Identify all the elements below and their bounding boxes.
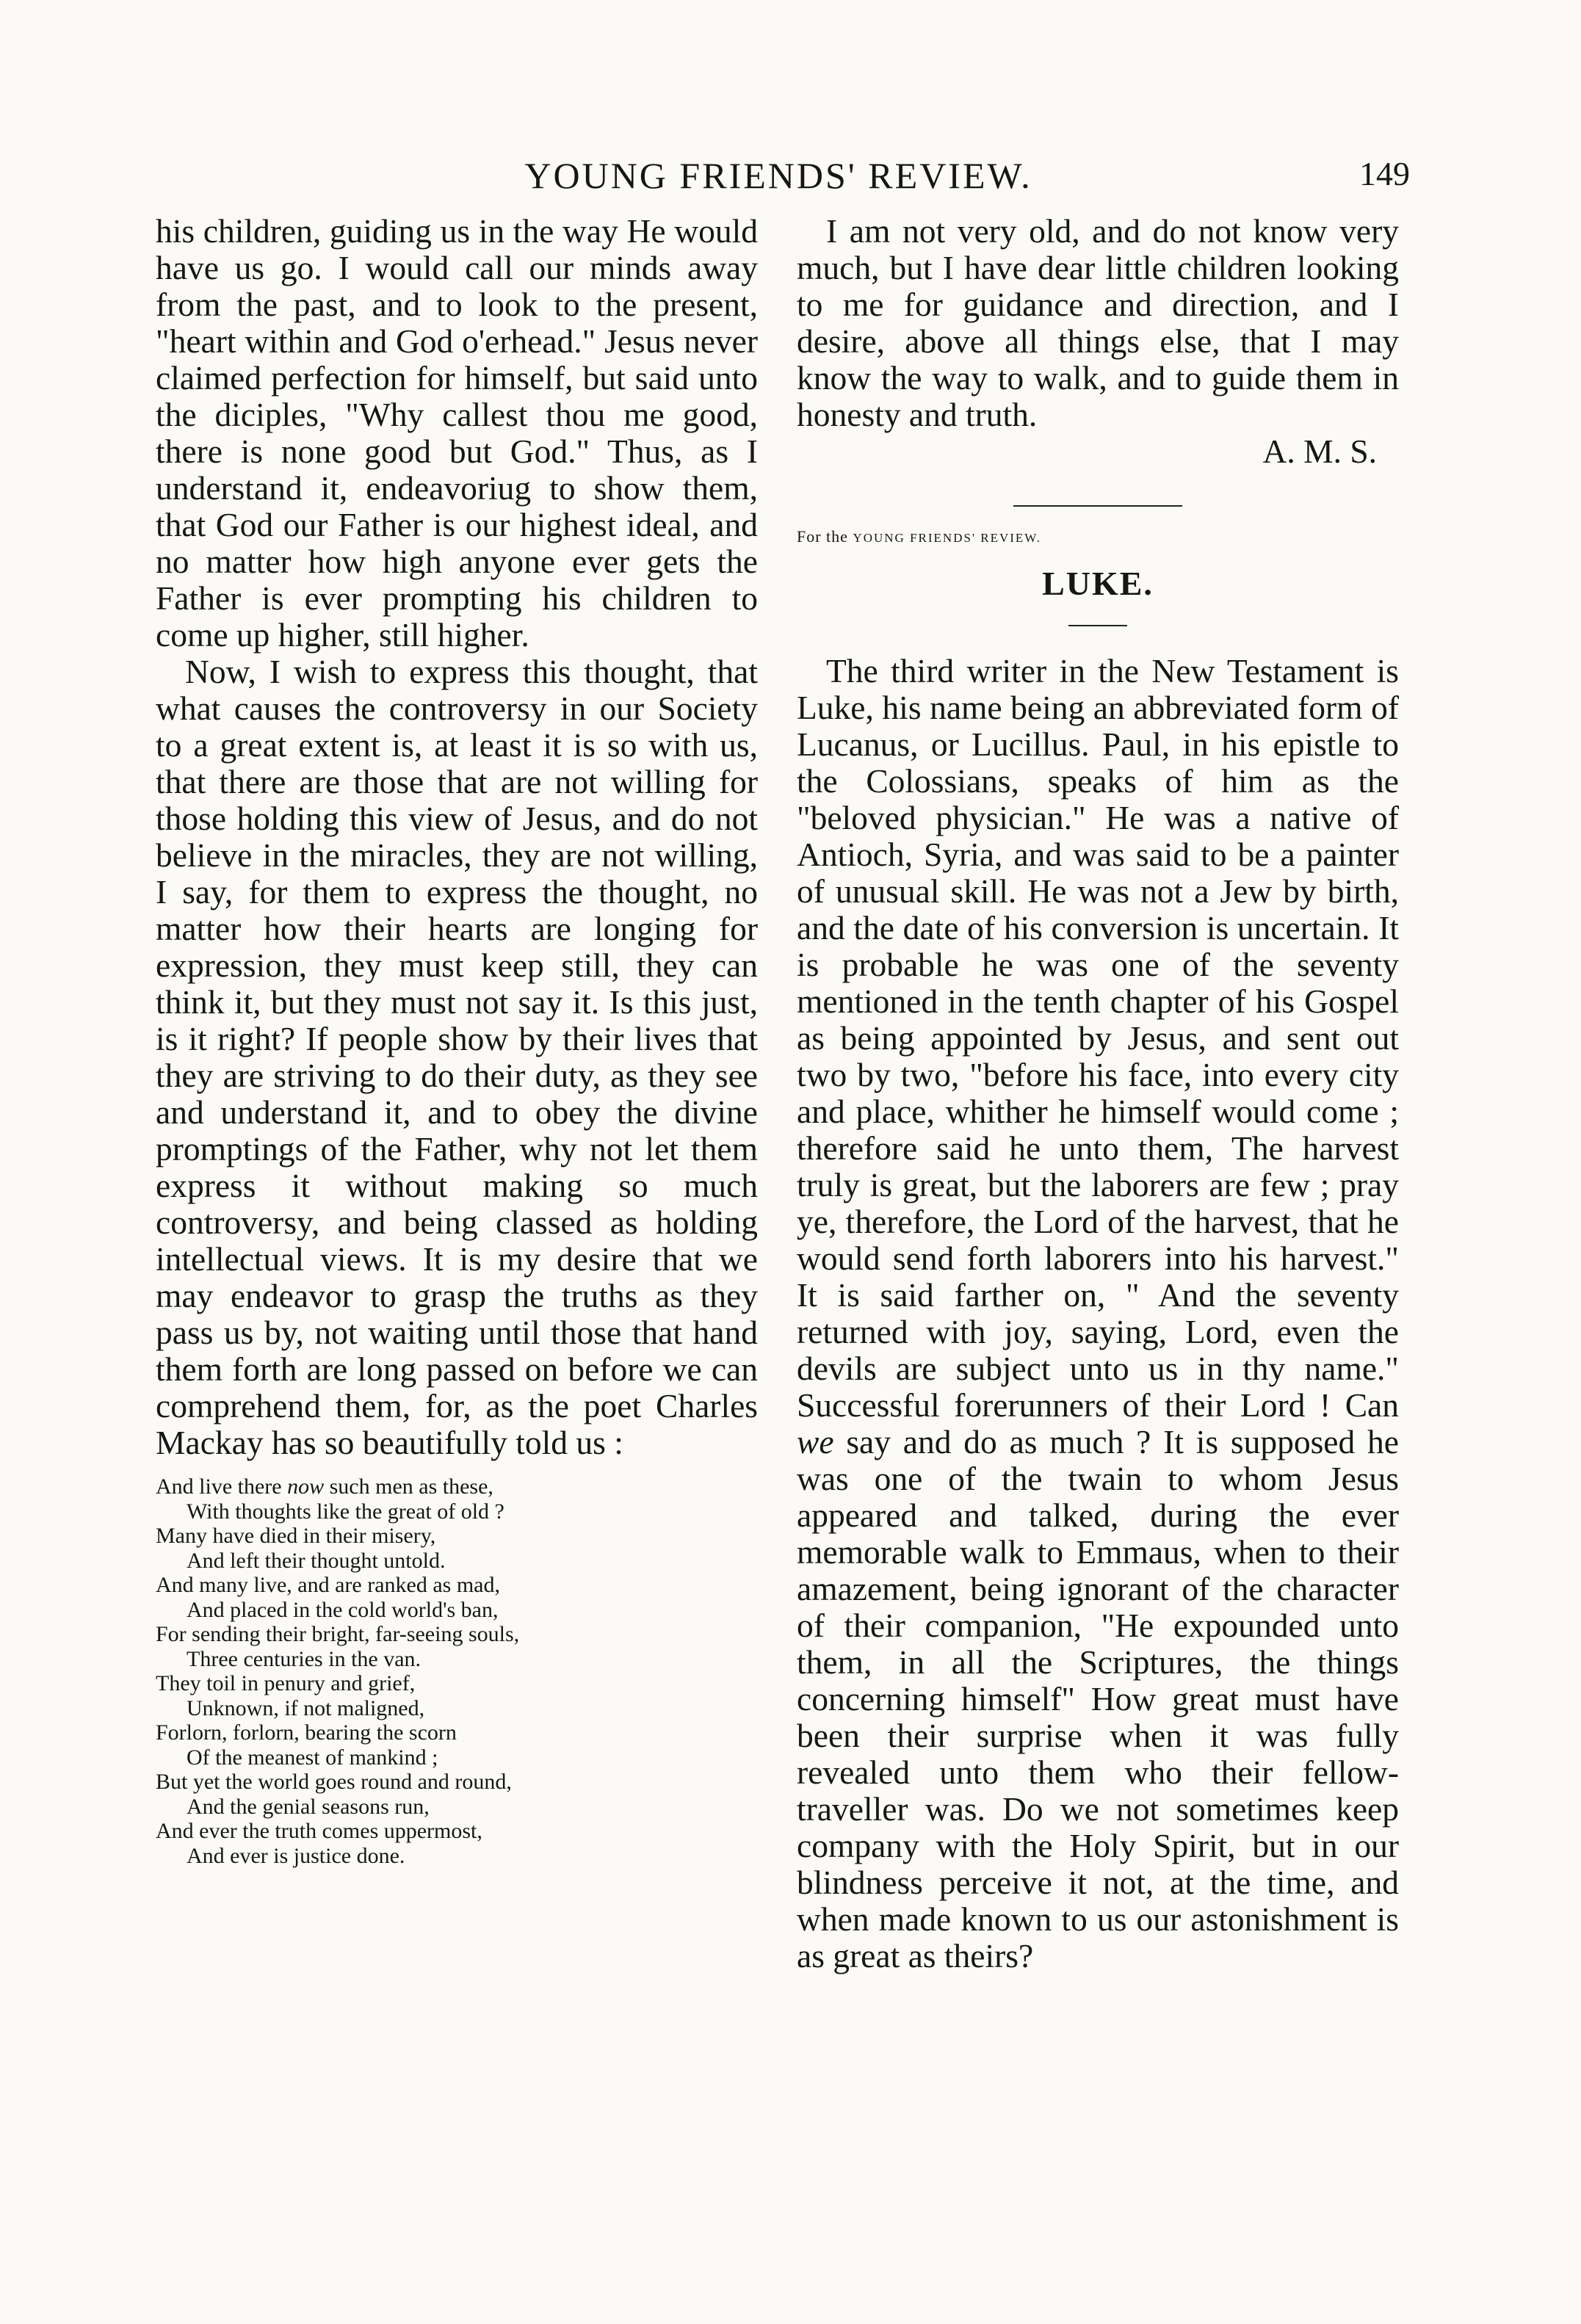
left-column — [156, 213, 758, 1868]
page-number: 149 — [1359, 155, 1410, 192]
poem-line: And many live, and are ranked as mad, — [156, 1573, 500, 1597]
poem-line: They toil in penury and grief, — [156, 1671, 416, 1695]
poem-line: And ever is justice done. — [187, 1843, 405, 1868]
paragraph-closing: I am not very old, and do not know very much, but I have dear little children looking to me for guidance and direction, and I desire, above all things else, that I may know the way to walk, and to guide them in honesty and truth. — [797, 212, 1399, 433]
poem-line: Of the meanest of mankind ; — [187, 1745, 438, 1770]
title-divider — [1068, 625, 1127, 626]
author-signature: A. M. S. — [1262, 432, 1377, 470]
poem-line: And placed in the cold world's ban, — [187, 1597, 499, 1622]
running-head — [154, 154, 1410, 198]
poem-line: And live there now such men as these, — [156, 1474, 493, 1499]
article-byline: For the YOUNG FRIENDS' REVIEW. — [797, 527, 1042, 546]
section-divider — [1013, 505, 1182, 507]
poem-line: Many have died in their misery, — [156, 1524, 436, 1548]
poem-quotation — [156, 1474, 758, 1868]
paragraph-controversy: Now, I wish to express this thought, that what causes the controversy in our Society to a great extent is, at least it is so with us, that there are those that are not willing for those holding this view of Jesus, and do not believe in the miracles, they are not willing, I say, for them to express the thought, no matter how their hearts are longing for expression, they must keep still, they can think it, but they must not say it. Is this just, is it right? If people show by their lives that they are striving to do their duty, as they see and understand it, and to obey the divine promptings of the Father, why not let them express it without making so much controversy, and being classed as holding intellectual views. It is my desire that we may endeavor to grasp the truths as they pass us by, not waiting until those that hand them forth are long passed on before we can comprehend them, for, as the poet Charles Mackay has so beautifully told us : — [156, 653, 758, 1461]
poem-line: With thoughts like the great of old ? — [187, 1499, 504, 1524]
poem-line: And left their thought untold. — [187, 1548, 446, 1573]
right-column — [797, 213, 1399, 1974]
poem-line: But yet the world goes round and round, — [156, 1770, 512, 1794]
poem-line: And ever the truth comes uppermost, — [156, 1819, 482, 1843]
journal-title: YOUNG FRIENDS' REVIEW. — [524, 155, 1032, 196]
article-title: LUKE. — [1042, 565, 1154, 602]
poem-line: For sending their bright, far-seeing souls, — [156, 1622, 520, 1646]
article-body: The third writer in the New Testament is Luke, his name being an abbreviated form of Lucanus, or Lucillus. Paul, in his epistle to the Colossians, speaks of him as the "beloved physician." He was a native of Antioch, Syria, and was said to be a painter of unusual skill. He was not a Jew by birth, and the date of his conversion is uncertain. It is probable he was one of the seventy mentioned in the tenth chapter of his Gospel as being appointed by Jesus, and sent out two by two, "before his face, into every city and place, whither he himself would come ; therefore said he unto them, The harvest truly is great, but the laborers are few ; pray ye, therefore, the Lord of the harvest, that he would send forth laborers into his harvest." It is said farther on, " And the seventy returned with joy, saying, Lord, even the devils are subject unto us in thy name." Successful forerunners of their Lord ! Can we say and do as much ? It is supposed he was one of the twain to whom Jesus appeared and talked, during the ever memorable walk to Emmaus, when to their amazement, being ignorant of the character of their companion, "He expounded unto them, in all the Scriptures, the things concerning himself" How great must have been their surprise when it was fully revealed unto them who their fellow-traveller was. Do we not sometimes keep company with the Holy Spirit, but in our blindness perceive it not, at the time, and when made known to us our astonishment is as great as theirs? — [797, 652, 1399, 1974]
poem-line: And the genial seasons run, — [187, 1794, 430, 1819]
poem-line: Unknown, if not maligned, — [187, 1695, 425, 1720]
paragraph-continued: his children, guiding us in the way He would have us go. I would call our minds away from the past, and to look to the present, "heart within and God o'erhead." Jesus never claimed perfection for himself, but said unto the diciples, "Why callest thou me good, there is none good but God." Thus, as I understand it, endeavoriug to show them, that God our Father is our highest ideal, and no matter how high anyone ever gets the Father is ever prompting his children to come up higher, still higher. — [156, 212, 758, 654]
poem-line: Three centuries in the van. — [187, 1646, 422, 1671]
poem-line: Forlorn, forlorn, bearing the scorn — [156, 1720, 457, 1745]
